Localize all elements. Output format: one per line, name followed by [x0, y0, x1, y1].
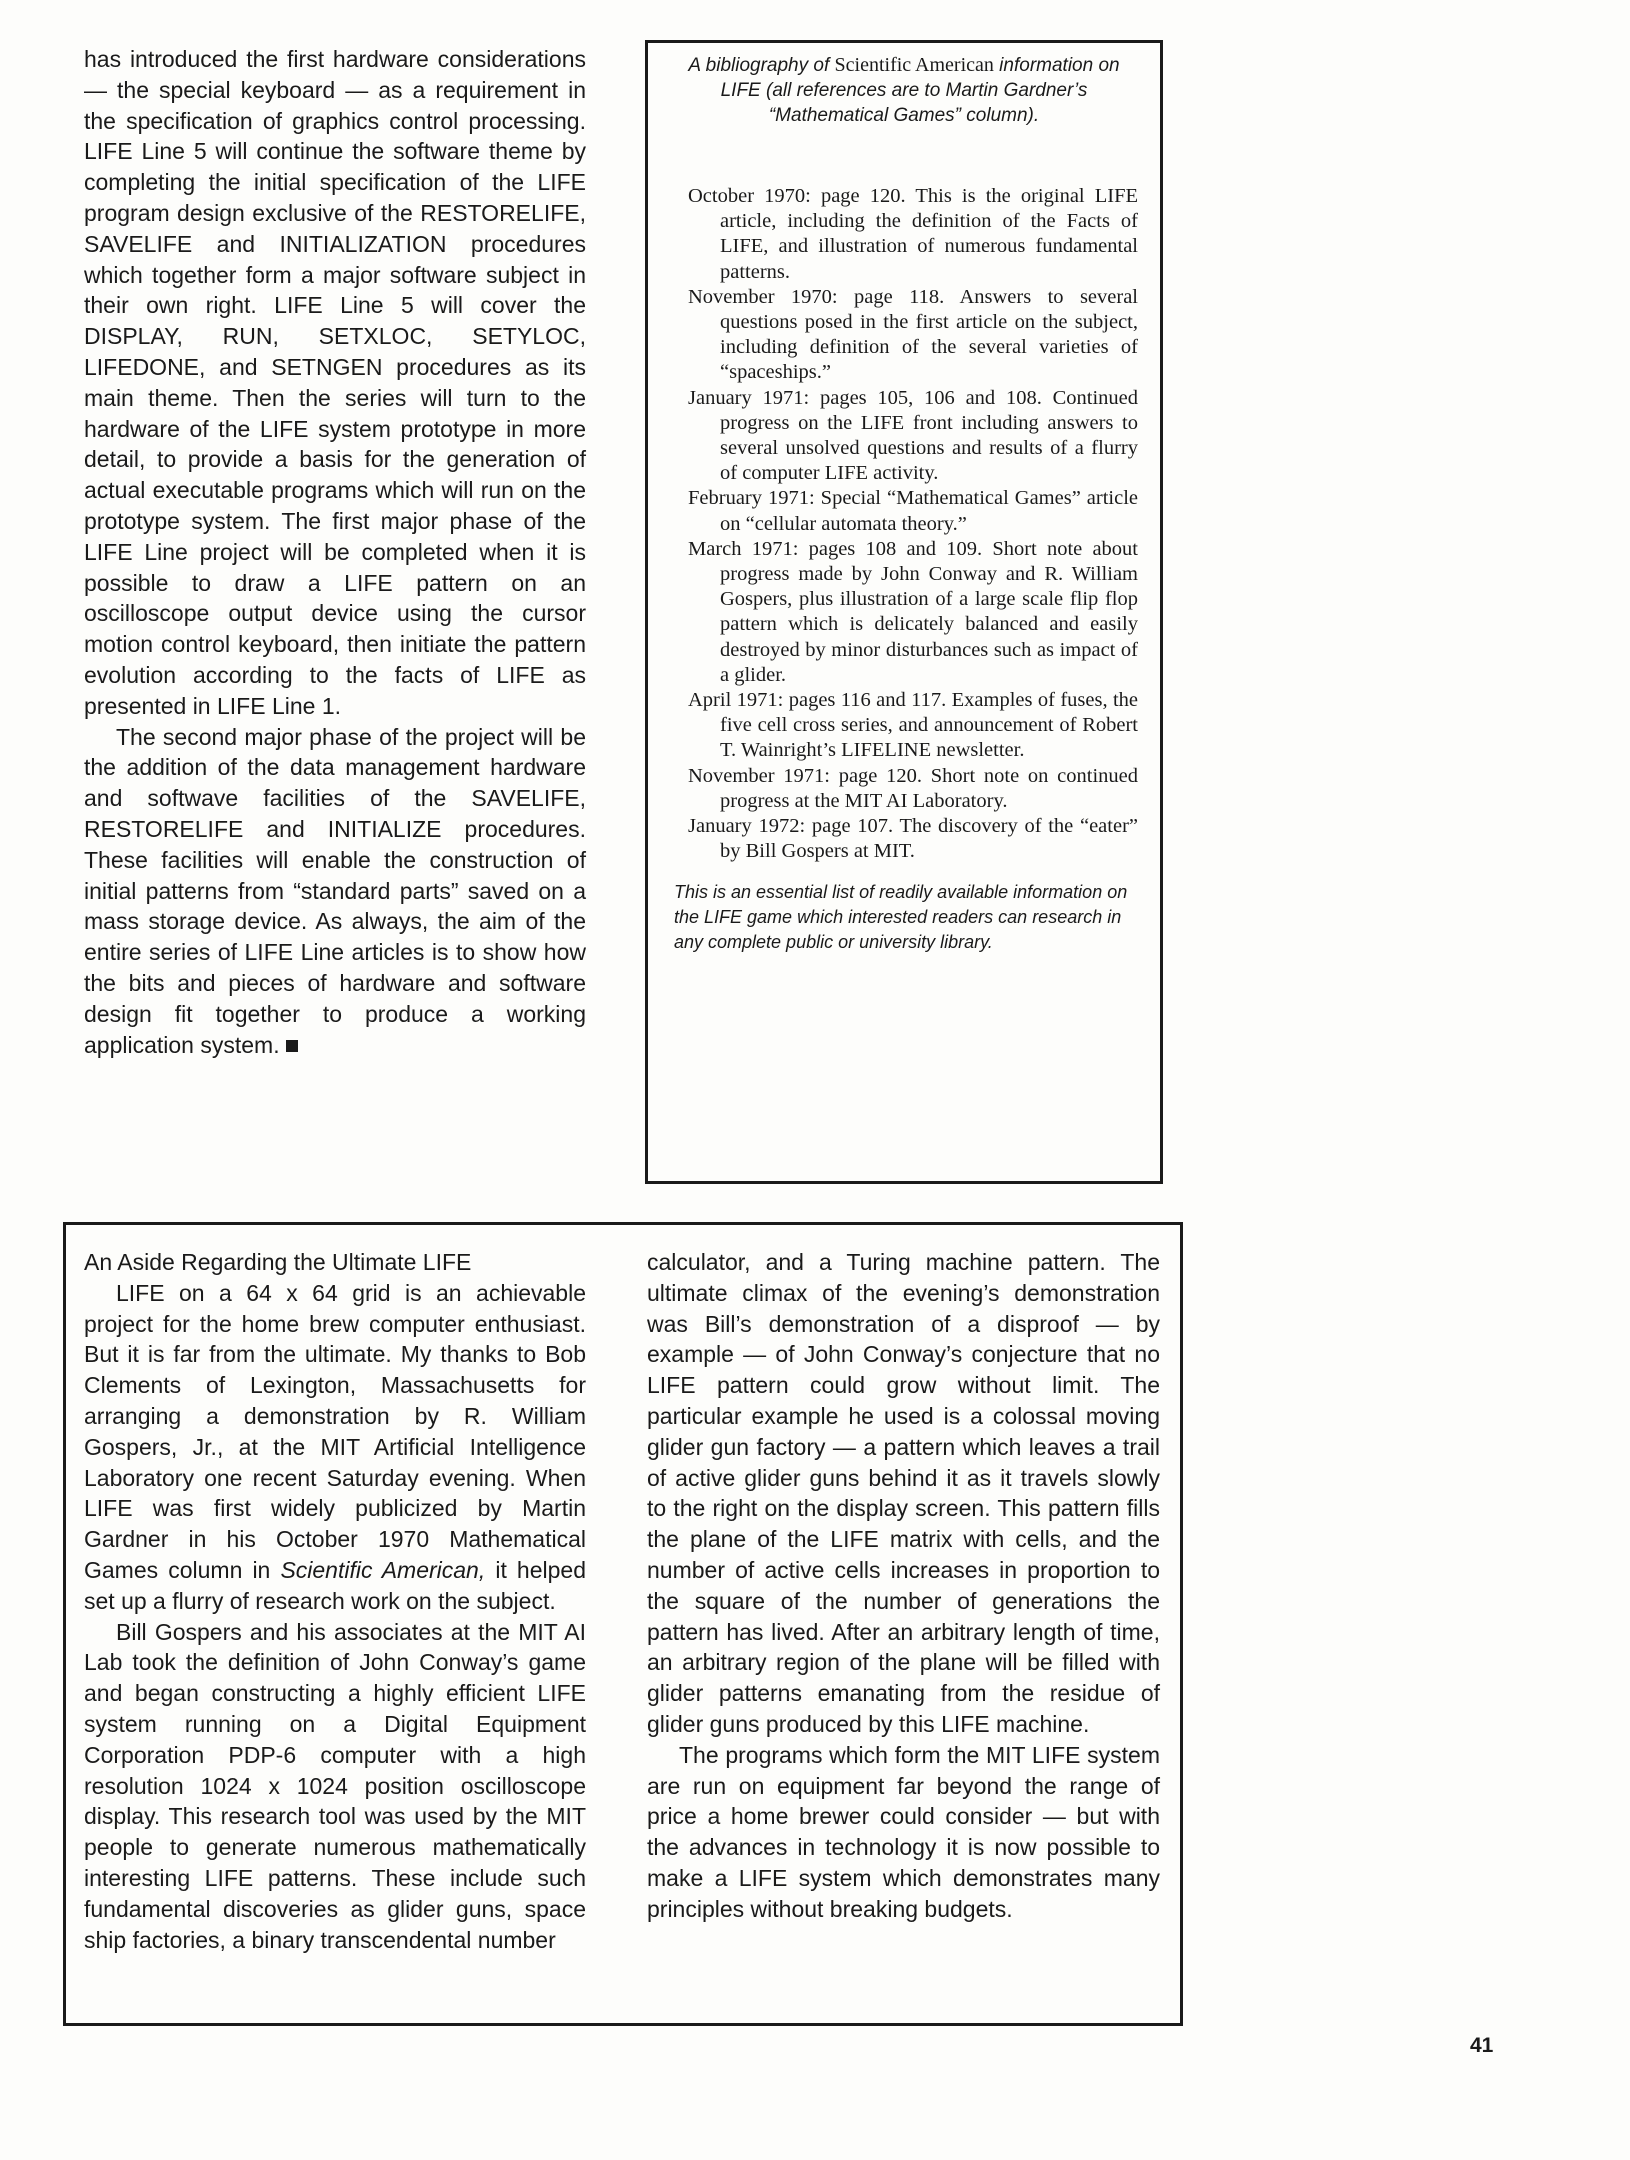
bibliography-item: October 1970: page 120. This is the original LIFE article, including the definition of the Facts of LIFE, and illustration of numerous fundamental patterns.: [688, 185, 1138, 283]
bibliography-outro: This is an essential list of readily available information on the LIFE game which interested readers can research in any complete public or university library.: [674, 882, 1128, 953]
article-continuation: [84, 44, 586, 1060]
page-number: 41: [1470, 2034, 1494, 2057]
article-paragraph-1: has introduced the first hardware considerations — the special keyboard — as a requirement in the specification of graphics control processing. LIFE Line 5 will continue the software theme by completing the initial specification of the LIFE program design exclusive of the RESTORELIFE, SAVELIFE and INITIALIZATION procedures which together form a major software subject in their own right. LIFE Line 5 will cover the DISPLAY, RUN, SETXLOC, SETYLOC, LIFEDONE, and SETNGEN procedures as its main theme. Then the series will turn to the hardware of the LIFE system prototype in more detail, to provide a basis for the generation of actual executable programs which will run on the prototype system. The first major phase of the LIFE Line project will be completed when it is possible to draw a LIFE pattern on an oscilloscope output device using the cursor motion control keyboard, then initiate the pattern evolution according to the facts of LIFE as presented in LIFE Line 1.: [84, 46, 586, 719]
article-paragraph-2: [84, 722, 586, 1061]
aside-paragraph-4: The programs which form the MIT LIFE system are run on equipment far beyond the range of price a home brewer could consider — but with the advances in technology it is now possible to make a LIFE system which demonstrates many principles without breaking budgets.: [647, 1741, 1160, 1922]
aside-paragraph-1: [84, 1278, 586, 1617]
bibliography-intro-post: information on LIFE (all references are to Martin Gardner’s “Mathematical Games” column).: [720, 55, 1120, 126]
aside-column-left: [84, 1247, 586, 1955]
bibliography-list: [670, 184, 1138, 864]
bibliography-box: [645, 40, 1163, 1184]
aside-paragraph-1-journal: Scientific American,: [280, 1556, 486, 1583]
aside-paragraph-3: calculator, and a Turing machine pattern. The ultimate climax of the evening’s demonstration was Bill’s demonstration of a disproof — by example — of John Conway’s conjecture that no LIFE pattern could grow without limit. The particular example he used is a colossal moving glider gun factory — a pattern which leaves a trail of active glider guns behind it as it travels slowly to the right on the display screen. This pattern fills the plane of the LIFE matrix with cells, and the number of active cells increases in proportion to the square of the number of generations the pattern has lived. After an arbitrary length of time, an arbitrary region of the plane will be filled with glider patterns emanating from the residue of glider guns produced by this LIFE machine.: [647, 1249, 1160, 1737]
article-paragraph-2-text: The second major phase of the project will be the addition of the data management hardware and softwave facilities of the SAVELIFE, RESTORELIFE and INITIALIZE procedures. These facilities will enable the construction of initial patterns from “standard parts” saved on a mass storage device. As always, the aim of the entire series of LIFE Line articles is to show how the bits and pieces of hardware and software design fit together to produce a working application system.: [84, 723, 586, 1058]
aside-paragraph-1-end: it helped set up a flurry of research work on the subject.: [84, 1556, 586, 1614]
aside-sidebar-box: [63, 1222, 1183, 2026]
bibliography-intro: [670, 53, 1138, 128]
aside-column-right: [647, 1247, 1160, 1925]
end-of-article-mark: [286, 1040, 298, 1052]
aside-paragraph-2: Bill Gospers and his associates at the MIT AI Lab took the definition of John Conway’s game and began constructing a highly efficient LIFE system running on a Digital Equipment Corporation PDP-6 computer with a high resolution 1024 x 1024 position oscilloscope display. This research tool was used by the MIT people to generate numerous mathematically interesting LIFE patterns. These include such fundamental discoveries as glider guns, space ship factories, a binary transcendental number: [84, 1618, 586, 1953]
bibliography-item: November 1971: page 120. Short note on continued progress at the MIT AI Laboratory.: [688, 764, 1138, 812]
bibliography-item: January 1972: page 107. The discovery of the “eater” by Bill Gospers at MIT.: [688, 815, 1138, 863]
bibliography-item: January 1971: pages 105, 106 and 108. Continued progress on the LIFE front including answers to several unsolved questions and results of a flurry of computer LIFE activity.: [688, 386, 1138, 485]
aside-heading: An Aside Regarding the Ultimate LIFE: [84, 1249, 472, 1275]
bibliography-item: November 1970: page 118. Answers to several questions posed in the first article on the subject, including definition of the several varieties of “spaceships.”: [688, 285, 1138, 384]
bibliography-item: April 1971: pages 116 and 117. Examples of fuses, the five cell cross series, and announcement of Robert T. Wainright’s LIFELINE newsletter.: [688, 689, 1138, 762]
bibliography-intro-pre: A bibliography of: [688, 55, 835, 76]
aside-paragraph-1-text: LIFE on a 64 x 64 grid is an achievable project for the home brew computer enthusiast. But it is far from the ultimate. My thanks to Bob Clements of Lexington, Massachusetts for arranging a demonstration by R. William Gospers, Jr., at the MIT Artificial Intelligence Laboratory one recent Saturday evening. When LIFE was first widely publicized by Martin Gardner in his October 1970 Mathematical Games column in: [84, 1279, 586, 1583]
bibliography-item: March 1971: pages 108 and 109. Short note about progress made by John Conway and R. William Gospers, plus illustration of a large scale flip flop pattern which is delicately balanced and easily destroyed by minor disturbances such as impact of a glider.: [688, 537, 1138, 686]
bibliography-item: February 1971: Special “Mathematical Games” article on “cellular automata theory.”: [688, 487, 1138, 535]
bibliography-intro-journal: Scientific American: [834, 54, 994, 76]
